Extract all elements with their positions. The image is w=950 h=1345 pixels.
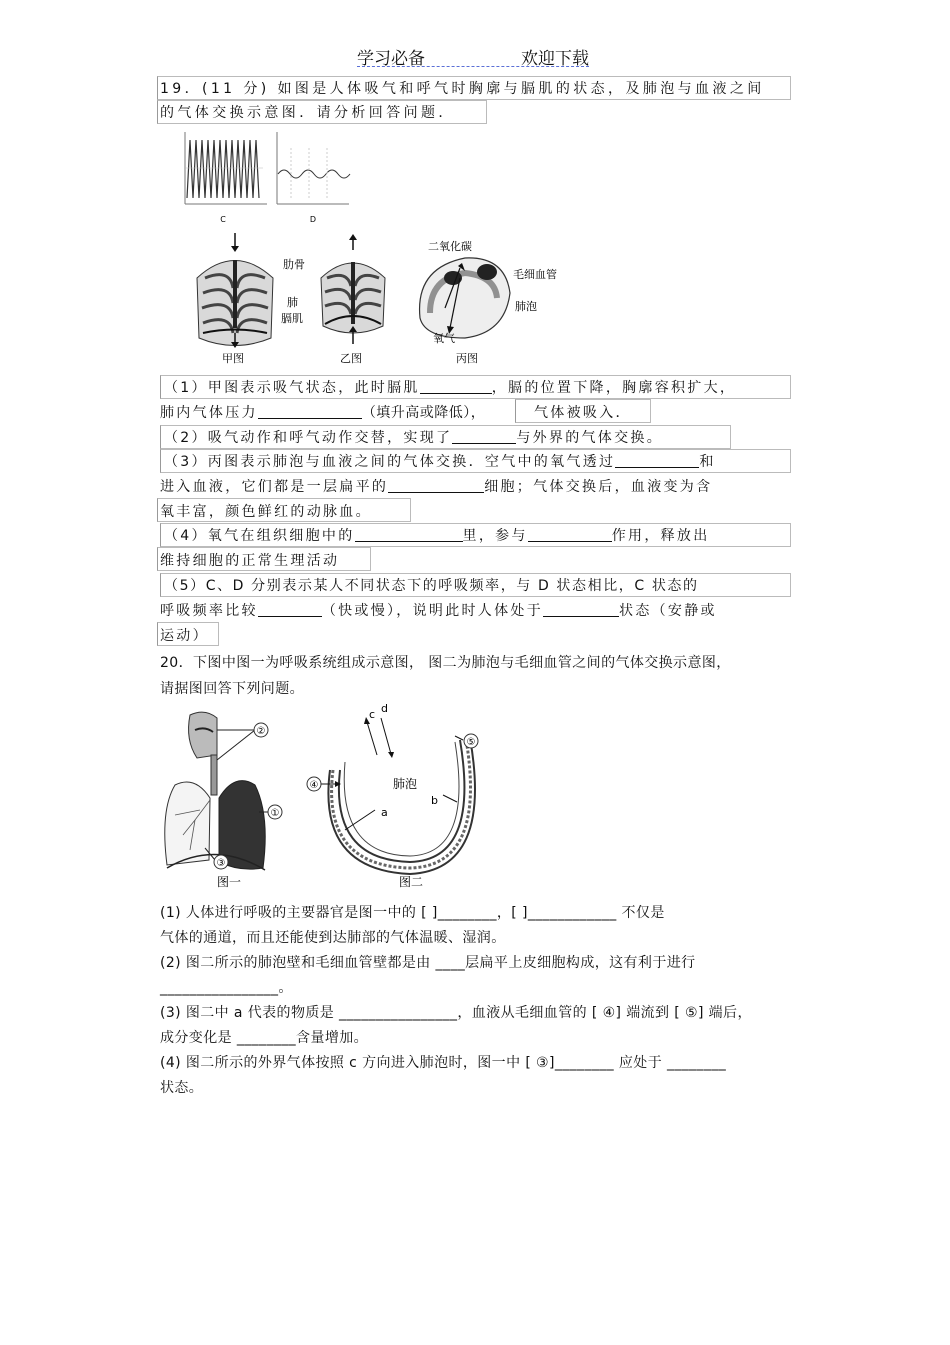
q20-p3-line2: 成分变化是 ________含量增加。 xyxy=(160,1030,369,1046)
q20-p1-line2: 气体的通道，而且还能使到达肺部的气体温暖、湿润。 xyxy=(160,930,506,946)
blank-lung-pressure[interactable] xyxy=(258,404,362,419)
q19-s4-text-c: 作用，释放出 xyxy=(611,528,710,544)
label-diaphragm: 膈肌 xyxy=(281,312,303,325)
blank-state[interactable] xyxy=(543,602,619,617)
q20-p2-line2: ________________。 xyxy=(160,980,293,996)
label-lung: 肺 xyxy=(287,296,298,309)
ribcage-jia xyxy=(197,233,273,365)
q19-s1-text-b: ，膈的位置下降，胸廓容积扩大， xyxy=(491,380,737,396)
header-right: 欢迎下载 xyxy=(521,49,589,69)
fig1-caption: 图一 xyxy=(216,875,242,889)
q19-s3-text-c: 进入血液，它们都是一层扁平的 xyxy=(160,479,389,495)
fig2-label-b: b xyxy=(431,794,438,807)
q19-s5-text-c: （快或慢），说明此时人体处于 xyxy=(321,603,544,619)
label-yi: 乙图 xyxy=(340,352,362,365)
q19-s3-text-e: 氧丰富，颜色鲜红的动脉血。 xyxy=(160,504,372,520)
blank-cell-type[interactable] xyxy=(388,478,484,493)
alveolus-diagram xyxy=(420,239,557,365)
fig2-label-d: d xyxy=(381,702,388,715)
ribcage-yi xyxy=(321,234,385,365)
q19-intro-line1: 19．(11 分) 如图是人体吸气和呼气时胸廓与膈肌的状态，及肺泡与血液之间 xyxy=(160,81,765,97)
label-capillary: 毛细血管 xyxy=(513,268,557,281)
q19-s1-line2 xyxy=(160,402,485,422)
label-bing: 丙图 xyxy=(456,352,478,365)
label-alveolus: 肺泡 xyxy=(515,300,537,313)
q19-s1-line1 xyxy=(164,377,736,397)
blank-rate[interactable] xyxy=(258,602,322,617)
q19-s3-text-d: 细胞；气体交换后，血液变为含 xyxy=(484,479,713,495)
label-co2: 二氧化碳 xyxy=(428,240,472,253)
q19-s4-text-d: 维持细胞的正常生理活动 xyxy=(160,553,340,569)
blank-process[interactable] xyxy=(528,527,612,542)
q19-s3-line1 xyxy=(164,451,716,471)
fig2-caption: 图二 xyxy=(398,875,424,889)
fig1-num-2: ② xyxy=(256,726,266,737)
q19-s1-text-e: 气体被吸入． xyxy=(534,405,632,421)
q19-s5-text-e: 运动） xyxy=(160,628,209,644)
fig2-num-5: ⑤ xyxy=(466,737,476,748)
q19-s4-text-b: 里，参与 xyxy=(462,528,528,544)
q19-s2-text-b: 与外界的气体交换。 xyxy=(516,430,664,446)
q20-p1-line1: (1) 人体进行呼吸的主要器官是图一中的 [ ]________，[ ]____________ 不仅是 xyxy=(160,905,665,921)
q19-s4-line1 xyxy=(164,525,710,545)
page-header xyxy=(357,44,589,67)
breathing-chart-d xyxy=(277,132,350,224)
label-oxygen: 氧气 xyxy=(433,332,455,345)
q19-s5-text-b: 呼吸频率比较 xyxy=(160,603,258,619)
q19-s5-text-a: （5）C、D 分别表示某人不同状态下的呼吸频率，与 D 状态相比，C 状态的 xyxy=(164,578,699,594)
blank-organelle[interactable] xyxy=(355,527,463,542)
q19-s3-text-a: （3）丙图表示肺泡与血液之间的气体交换．空气中的氧气透过 xyxy=(164,454,616,470)
q19-s1-text-a: （1）甲图表示吸气状态，此时膈肌 xyxy=(164,380,420,396)
fig2-num-4: ④ xyxy=(309,780,319,791)
blank-alveolar-wall[interactable] xyxy=(615,453,699,468)
fig1-num-3: ③ xyxy=(216,858,226,869)
q19-s1-text-d: （填升高或降低）， xyxy=(361,405,486,421)
fig2-label-a: a xyxy=(381,806,388,819)
q19-s2-line xyxy=(164,427,663,447)
label-rib: 肋骨 xyxy=(283,258,305,271)
chart-c-label: C xyxy=(220,215,226,224)
q19-s5-text-d: 状态（安静或 xyxy=(619,603,717,619)
q20-p4-line1: (4) 图二所示的外界气体按照 c 方向进入肺泡时，图一中 [ ③]________ 应处于 ________ xyxy=(160,1055,727,1071)
q20-figure xyxy=(155,700,495,895)
q20-intro-line2: 请据图回答下列问题。 xyxy=(160,681,304,697)
q19-s2-text-a: （2）吸气动作和呼气动作交替，实现了 xyxy=(164,430,453,446)
q19-s1-text-c: 肺内气体压力 xyxy=(160,405,258,421)
q20-p3-line1: (3) 图二中 a 代表的物质是 ________________，血液从毛细血管的 [ ④] 端流到 [ ⑤] 端后， xyxy=(160,1005,752,1021)
q19-s3-line2 xyxy=(160,476,712,496)
fig2-label-alveolus: 肺泡 xyxy=(392,777,418,791)
respiratory-system-diagram xyxy=(165,712,282,889)
q19-intro-line2: 的气体交换示意图．请分析回答问题． xyxy=(160,105,456,121)
header-left: 学习必备 xyxy=(357,49,425,69)
q19-s5-line2 xyxy=(160,600,717,620)
q19-figure xyxy=(175,128,575,368)
q20-p4-line2: 状态。 xyxy=(160,1080,204,1096)
q20-intro-line1: 20．下图中图一为呼吸系统组成示意图， 图二为肺泡与毛细血管之间的气体交换示意图， xyxy=(160,655,731,671)
blank-gas-exchange-organ[interactable] xyxy=(452,429,516,444)
fig2-label-c: c xyxy=(369,708,376,721)
alveolus-capillary-diagram xyxy=(307,702,478,889)
fig1-num-1: ① xyxy=(270,808,280,819)
q20-p2-line1: (2) 图二所示的肺泡壁和毛细血管壁都是由 ____层扁平上皮细胞构成，这有利于进行 xyxy=(160,955,696,971)
breathing-chart-c xyxy=(185,132,267,224)
label-jia: 甲图 xyxy=(222,352,244,365)
q19-s4-text-a: （4）氧气在组织细胞中的 xyxy=(164,528,355,544)
q19-s3-text-b: 和 xyxy=(699,454,716,470)
blank-diaphragm-action[interactable] xyxy=(420,379,492,394)
chart-d-label: D xyxy=(309,215,317,224)
